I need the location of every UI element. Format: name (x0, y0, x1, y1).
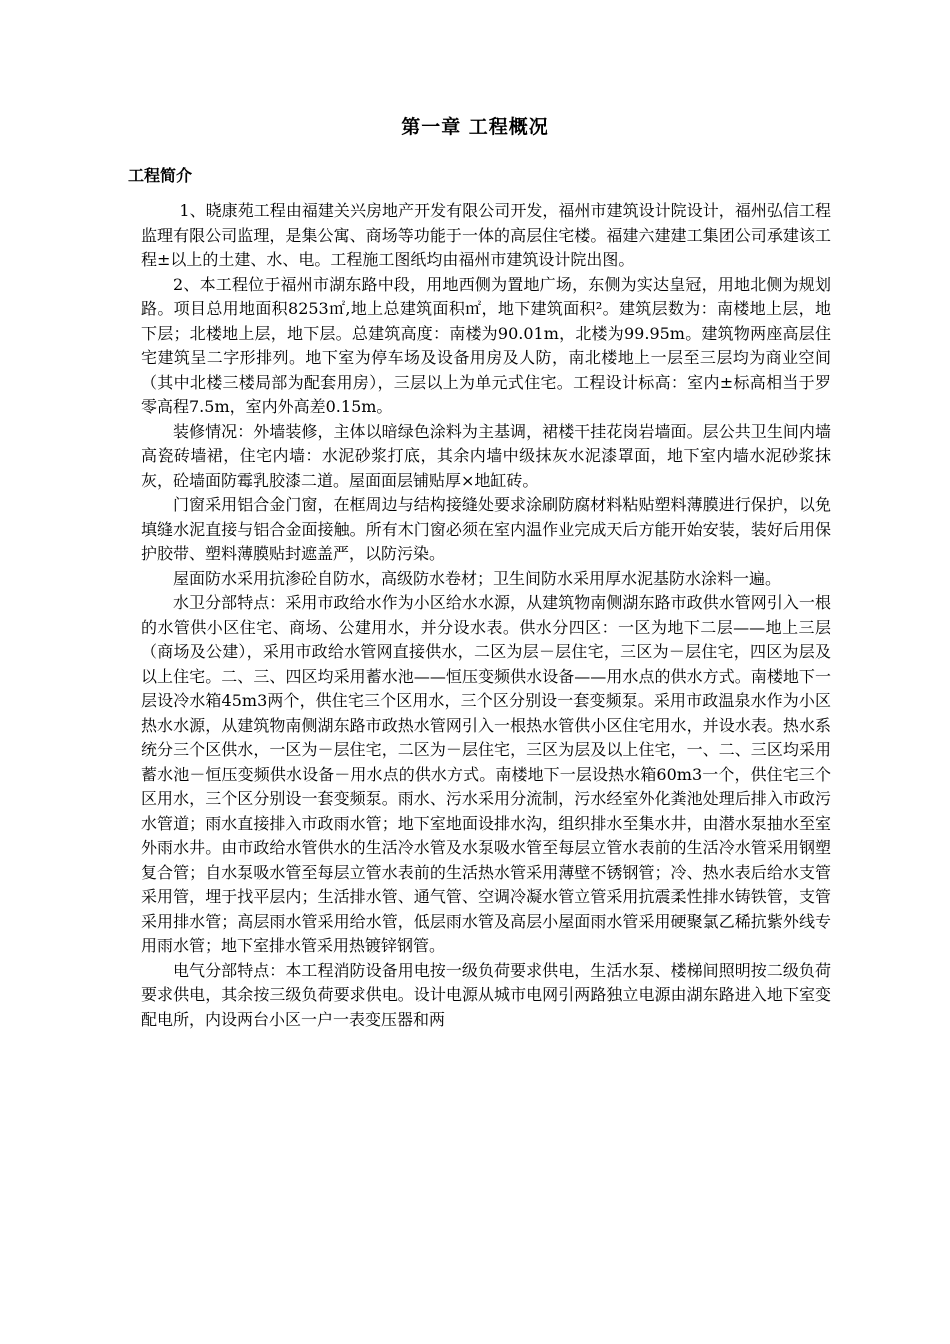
paragraph-location-area: 2、本工程位于福州市湖东路中段，用地西侧为置地广场，东侧为实达皇冠，用地北侧为规划路。项目总用地面积8253㎡,地上总建筑面积㎡，地下建筑面积²。建筑层数为：南楼地上层，地下层；北楼地上层，地下层。总建筑高度：南楼为90.01m，北楼为99.95m。建筑物两座高层住宅建筑呈二字形排列。地下室为停车场及设备用房及人防，南北楼地上一层至三层均为商业空间（其中北楼三楼局部为配套用房），三层以上为单元式住宅。工程设计标高：室内±标高相当于罗零高程7.5m，室内外高差0.15m。 (141, 274, 831, 416)
chapter-title: 第一章 工程概况 (401, 116, 549, 138)
paragraph-doors-windows: 门窗采用铝合金门窗，在框周边与结构接缝处要求涂刷防腐材料粘贴塑料薄膜进行保护，以免填缝水泥直接与铝合金面接触。所有木门窗必须在室内温作业完成天后方能开始安装，装好后用保护胶带、塑料薄膜贴封遮盖严，以防污染。 (141, 495, 831, 563)
section-heading: 工程简介 (128, 166, 193, 185)
paragraph-plumbing: 水卫分部特点：采用市政给水作为小区给水水源，从建筑物南侧湖东路市政供水管网引入一根的水管供小区住宅、商场、公建用水，并分设水表。供水分四区：一区为地下二层——地上三层（商场及公建），采用市政给水管网直接供水，二区为层－层住宅，三区为－层住宅，四区为层及以上住宅。二、三、四区均采用蓄水池——恒压变频供水设备——用水点的供水方式。南楼地下一层设冷水箱45m3两个，供住宅三个区用水，三个区分别设一套变频泵。采用市政温泉水作为小区热水水源，从建筑物南侧湖东路市政热水管网引入一根热水管供小区住宅用水，并设水表。热水系统分三个区供水，一区为－层住宅，二区为－层住宅，三区为层及以上住宅，一、二、三区均采用蓄水池－恒压变频供水设备－用水点的供水方式。南楼地下一层设热水箱60m3一个，供住宅三个区用水，三个区分别设一套变频泵。雨水、污水采用分流制，污水经室外化粪池处理后排入市政污水管道；雨水直接排入市政雨水管；地下室地面设排水沟，组织排水至集水井，由潜水泵抽水至室外雨水井。由市政给水管供水的生活冷水管及水泵吸水管至每层立管水表前的生活冷水管采用钢塑复合管；自水泵吸水管至每层立管水表前的生活热水管采用薄壁不锈钢管；冷、热水表后给水支管采用管，埋于找平层内；生活排水管、通气管、空调冷凝水管立管采用抗震柔性排水铸铁管，支管采用排水管；高层雨水管采用给水管，低层雨水管及高层小屋面雨水管采用硬聚氯乙稀抗紫外线专用雨水管；地下室排水管采用热镀锌钢管。 (141, 593, 831, 955)
paragraph-waterproofing: 屋面防水采用抗渗砼自防水，高级防水卷材；卫生间防水采用厚水泥基防水涂料一遍。 (173, 568, 782, 588)
paragraph-decoration: 装修情况：外墙装修，主体以暗绿色涂料为主基调，裙楼干挂花岗岩墙面。层公共卫生间内墙高瓷砖墙裙，住宅内墙：水泥砂浆打底，其余内墙中级抹灰水泥漆罩面，地下室内墙水泥砂浆抹灰，砼墙面防霉乳胶漆二道。屋面面层铺贴厚×地缸砖。 (141, 421, 831, 490)
paragraph-project-overview: 1、晓康苑工程由福建关兴房地产开发有限公司开发，福州市建筑设计院设计，福州弘信工程监理有限公司监理，是集公寓、商场等功能于一体的高层住宅楼。福建六建建工集团公司承建该工程±以上的土建、水、电。工程施工图纸均由福州市建筑设计院出图。 (141, 201, 831, 269)
body-text (141, 199, 831, 1032)
paragraph-electrical: 电气分部特点：本工程消防设备用电按一级负荷要求供电，生活水泵、楼梯间照明按二级负荷要求供电，其余按三级负荷要求供电。设计电源从城市电网引两路独立电源由湖东路进入地下室变配电所，内设两台小区一户一表变压器和两 (141, 960, 831, 1029)
